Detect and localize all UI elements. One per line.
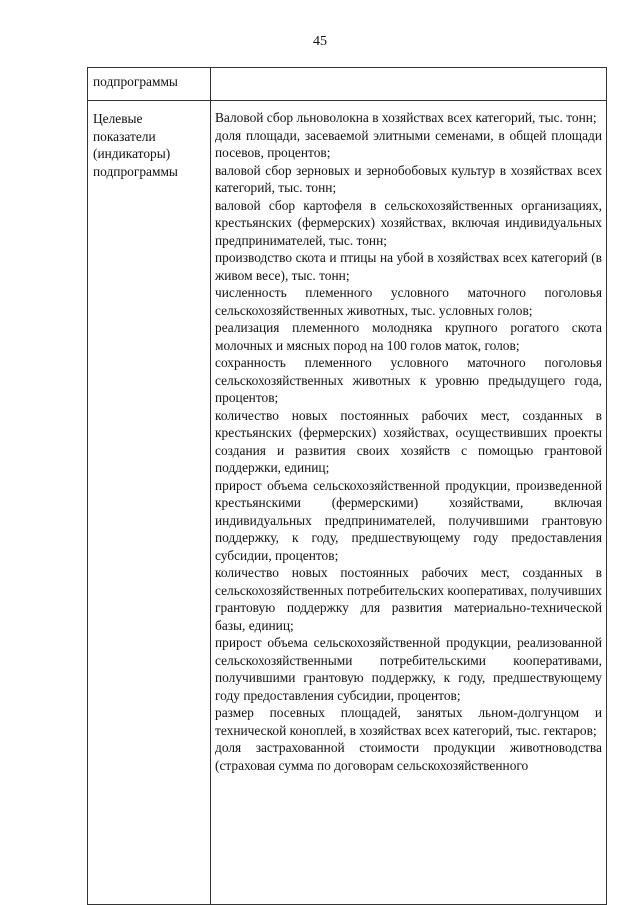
indicator-item: валовой сбор картофеля в сельскохозяйственных организациях, крестьянских (фермерских) хозяйствах, включая индивидуальных предпринимателей, тыс. тонн; <box>215 197 602 248</box>
table-row <box>88 68 607 101</box>
indicator-item: реализация племенного молодняка крупного рогатого скота молочных и мясных пород на 100 голов маток, голов; <box>215 320 602 353</box>
indicator-item: Валовой сбор льноволокна в хозяйствах всех категорий, тыс. тонн; <box>215 110 597 125</box>
subprogram-passport-table <box>87 67 607 905</box>
indicator-item: размер посевных площадей, занятых льном-долгунцом и технической коноплей, в хозяйствах всех категорий, тыс. гектаров; <box>215 705 602 738</box>
indicator-item: производство скота и птицы на убой в хозяйствах всех категорий (в живом весе), тыс. тонн; <box>215 250 602 283</box>
indicator-item: прирост объема сельскохозяйственной продукции, реализованной сельскохозяйственными потребительскими кооперативами, получившими грантовую поддержку, к году, предшествующему году предоставления субсидии, процентов; <box>215 635 602 703</box>
row-label: подпрограммы <box>93 74 178 89</box>
indicator-item: количество новых постоянных рабочих мест, созданных в крестьянских (фермерских) хозяйствах, осуществивших проекты создания и развития своих хозяйств с помощью грантовой поддержки, единиц; <box>215 407 602 475</box>
indicator-item: доля застрахованной стоимости продукции животноводства (страховая сумма по договорам сельскохозяйственного <box>215 740 602 773</box>
indicator-item: количество новых постоянных рабочих мест, созданных в сельскохозяйственных потребительских кооперативах, получивших грантовую поддержку для развития материально-технической базы, единиц; <box>215 565 602 633</box>
indicators-cell <box>211 101 607 905</box>
indicator-item: численность племенного условного маточного поголовья сельскохозяйственных животных, тыс. условных голов; <box>215 285 602 318</box>
indicator-item: прирост объема сельскохозяйственной продукции, произведенной крестьянскими (фермерскими) хозяйствами, включая индивидуальных предпринимателей, получившими грантовую поддержку, к году, предшествующему году предоставления субсидии, процентов; <box>215 477 602 563</box>
page-number: 45 <box>313 34 327 49</box>
row-label-cell <box>88 101 211 905</box>
indicator-item: сохранность племенного условного маточного поголовья сельскохозяйственных животных к уровню предыдущего года, процентов; <box>215 355 602 405</box>
table-row <box>88 101 607 905</box>
indicators-label: Целевые показатели (индикаторы) подпрограммы <box>93 111 178 179</box>
row-value-cell <box>211 68 607 101</box>
indicator-item: доля площади, засеваемой элитными семенами, в общей площади посевов, процентов; <box>215 127 602 160</box>
row-label-cell <box>88 68 211 101</box>
indicator-item: валовой сбор зерновых и зернобобовых культур в хозяйствах всех категорий, тыс. тонн; <box>215 162 602 195</box>
